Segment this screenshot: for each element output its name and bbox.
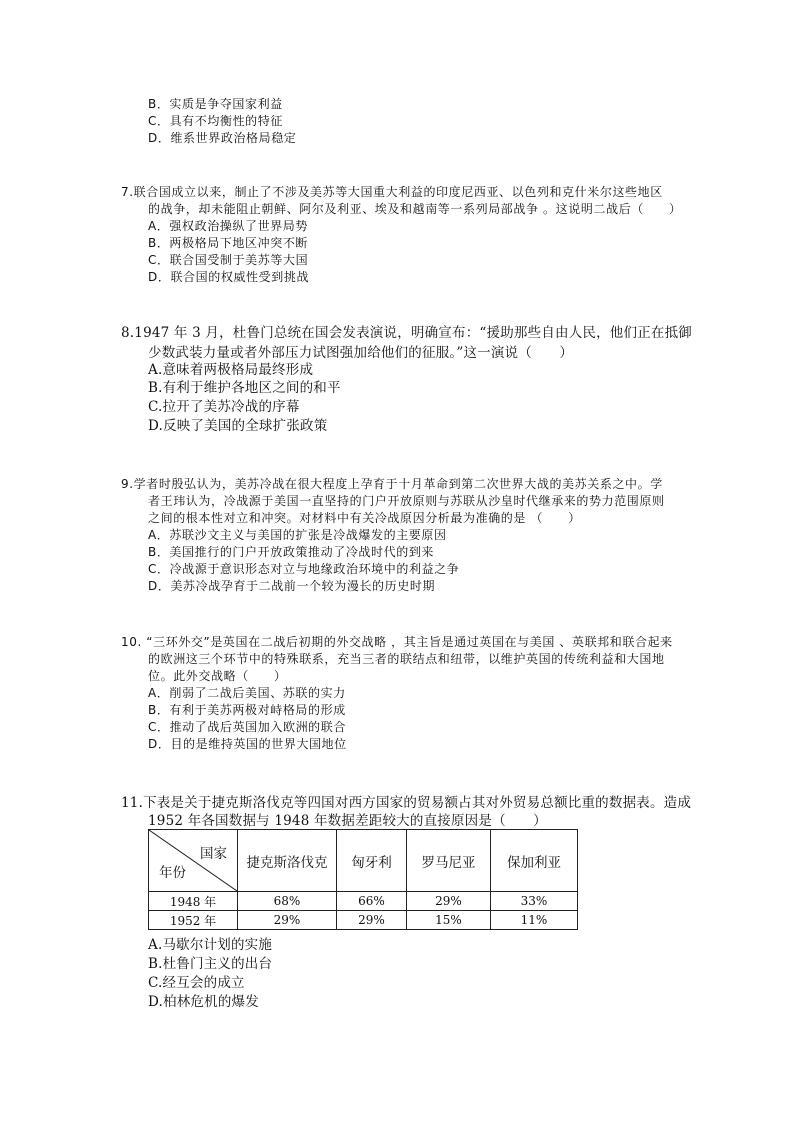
- q9-stem-line-3: 之间的根本性对立和冲突。对材料中有关冷战原因分析最为准确的是 （ ）: [148, 511, 581, 525]
- table-row: [149, 911, 578, 930]
- q9-stem-line-1: 9.学者时殷弘认为，美苏冷战在很大程度上孕育于十月革命到第二次世界大战的美苏关系之中。学: [121, 477, 663, 491]
- q10-stem-line-2: 的欧洲这三个环节中的特殊联系，充当三者的联结点和纽带，以维护英国的传统利益和大国地: [148, 652, 665, 666]
- trade-share-table: [148, 829, 578, 930]
- table-corner-cell: [149, 830, 238, 892]
- table-cell: 68%: [238, 892, 337, 911]
- q8-option-c: C.拉开了美苏冷战的序幕: [148, 399, 300, 415]
- q6-option-d: D．维系世界政治格局稳定: [148, 131, 297, 145]
- q9-option-a: A．苏联沙文主义与美国的扩张是冷战爆发的主要原因: [148, 528, 447, 542]
- q8-stem-line-2: 少数武装力量或者外部压力试图强加给他们的征服。”这一演说（ ）: [148, 345, 574, 361]
- row-year: 1952 年: [149, 911, 238, 930]
- column-header-romania: 罗马尼亚: [407, 830, 491, 892]
- column-header-hungary: 匈牙利: [337, 830, 407, 892]
- q10-stem-line-3: 位。此外交战略（ ）: [148, 669, 287, 683]
- q7-option-a: A．强权政治操纵了世界局势: [148, 219, 309, 233]
- q10-option-d: D．目的是维持英国的世界大国地位: [148, 737, 347, 751]
- q11-stem-line-2: 1952 年各国数据与 1948 年数据差距较大的直接原因是（ ）: [148, 813, 547, 829]
- q10-option-c: C．推动了战后英国加入欧洲的联合: [148, 720, 346, 734]
- q8-stem-line-1: 8.1947 年 3 月，杜鲁门总统在国会发表演说，明确宣布：“援助那些自由人民，他们正在抵御: [121, 325, 693, 341]
- q11-stem-line-1: 11.下表是关于捷克斯洛伐克等四国对西方国家的贸易额占其对外贸易总额比重的数据表。造成: [121, 795, 692, 811]
- q6-option-b: B．实质是争夺国家利益: [148, 97, 283, 111]
- q7-stem-line-2: 的战争，却未能阻止朝鲜、阿尔及利亚、埃及和越南等一系列局部战争 。这说明二战后（ ）: [148, 202, 682, 216]
- column-header-czechoslovakia: 捷克斯洛伐克: [238, 830, 337, 892]
- q8-option-d: D.反映了美国的全球扩张政策: [148, 418, 328, 434]
- q9-option-d: D．美苏冷战孕育于二战前一个较为漫长的历史时期: [148, 579, 436, 593]
- q8-option-a: A.意味着两极格局最终形成: [148, 362, 314, 378]
- q10-option-b: B．有利于美苏两极对峙格局的形成: [148, 703, 346, 717]
- q11-option-c: C.经互会的成立: [148, 975, 245, 991]
- corner-label-year: 年份: [159, 865, 186, 881]
- table-cell: 29%: [337, 911, 407, 930]
- q11-option-d: D.柏林危机的爆发: [148, 994, 259, 1010]
- table-cell: 11%: [491, 911, 578, 930]
- q8-option-b: B.有利于维护各地区之间的和平: [148, 380, 341, 396]
- q7-option-c: C．联合国受制于美苏等大国: [148, 253, 309, 267]
- row-year: 1948 年: [149, 892, 238, 911]
- q9-option-c: C．冷战源于意识形态对立与地缘政治环境中的利益之争: [148, 562, 460, 576]
- q7-option-d: D．联合国的权威性受到挑战: [148, 270, 310, 284]
- table-cell: 66%: [337, 892, 407, 911]
- q11-option-a: A.马歇尔计划的实施: [148, 937, 273, 953]
- q10-option-a: A．削弱了二战后美国、苏联的实力: [148, 686, 346, 700]
- table-cell: 29%: [238, 911, 337, 930]
- q9-option-b: B．美国推行的门户开放政策推动了冷战时代的到来: [148, 545, 435, 559]
- q6-option-c: C．具有不均衡性的特征: [148, 114, 283, 128]
- column-header-bulgaria: 保加利亚: [491, 830, 578, 892]
- q11-option-b: B.杜鲁门主义的出台: [148, 956, 273, 972]
- q9-stem-line-2: 者王玮认为，冷战源于美国一直坚持的门户开放原则与苏联从沙皇时代继承来的势力范围原则: [148, 494, 665, 508]
- q10-stem-line-1: 10. “三环外交”是英国在二战后初期的外交战略 ，其主旨是通过英国在与美国 、英联邦和联合起来: [121, 635, 673, 649]
- q7-stem-line-1: 7.联合国成立以来，制止了不涉及美苏等大国重大利益的印度尼西亚、以色列和克什米尔这些地区: [121, 185, 663, 199]
- table-header-row: [149, 830, 578, 892]
- q7-option-b: B．两极格局下地区冲突不断: [148, 236, 309, 250]
- table-cell: 33%: [491, 892, 578, 911]
- table-cell: 15%: [407, 911, 491, 930]
- corner-label-country: 国家: [200, 846, 227, 862]
- table-cell: 29%: [407, 892, 491, 911]
- table-row: [149, 892, 578, 911]
